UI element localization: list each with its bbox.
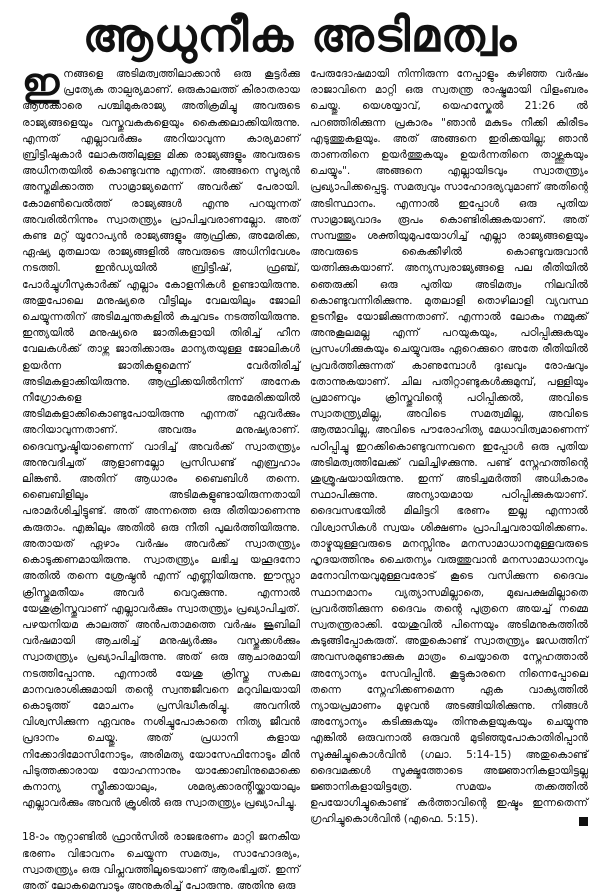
end-of-article-mark [579, 817, 588, 826]
paragraph-intro-text: നങ്ങളെ അടിമത്വത്തിലാക്കാൻ ഒരു കൂട്ടർക്കു പ്രത്യേക താല്പര്യമാണ്. ഒരുകാലത്ത് കിരാതരായ ആൾക്കാരെ പശ്ചിമുകരാജ്യ അതിക്രമിച്ചു അവരുടെ രാജ്യങ്ങളെയും വസ്തുവകകളെയും കൈക്കലാക്കിയിരുന്നു. എന്നത് എല്ലാവർക്കും അറിയാവുന്ന കാര്യമാണ് ബ്രിട്ടീഷുകാർ ലോകത്തിലുള്ള മിക്ക രാജ്യങ്ങളും അവരുടെ അധീനതയിൽ കൊണ്ടുവന്നു എന്നത്. അങ്ങനെ സൂര്യൻ അസ്തമിക്കാത്ത സാമ്രാജ്യമെന്ന് അവർക്ക് പേരായി. കോമൺവെൽത്ത് രാജ്യങ്ങൾ എന്നു പറയുന്നത് അവരിൽനിന്നും സ്വാതന്ത്ര്യം പ്രാപിച്ചവരാണല്ലോ. അത് കണ്ട മറ്റ് യൂറോപ്യൻ രാജ്യങ്ങളും ആഫ്രിക്ക, അമേരിക്ക, ഏഷ്യ മുതലായ രാജ്യങ്ങളിൽ അവരുടെ അധിനിവേശം നടത്തി. ഇൻഡ്യയിൽ ബ്രിട്ടീഷ്, ഫ്രഞ്ച്, പോർച്ചുഗീസുകാർക്ക് എല്ലാം കോളനികൾ ഉണ്ടായിരുന്നു. അതുപോലെ മനുഷ്യരെ വീട്ടിലും വേലയിലും ജോലി ചെയ്യുന്നതിന് അടിമച്ചന്തകളിൽ കച്ചവടം നടത്തിയിരുന്നു. ഇന്ത്യയിൽ മനുഷ്യരെ ജാതികളായി തിരിച്ച് ഹീന വേലകൾക്ക് താഴ്ന്ന ജാതിക്കാരും മാന്യതയുള്ള ജോലികൾ ഉയർന്ന ജാതികളുമെന്ന് വേർതിരിച്ച് അടിമകളാക്കിയിരുന്നു. ആഫ്രിക്കയിൽനിന്ന് അനേക നീഗ്രോകളെ അമേരിക്കയിൽ അടിമകളാക്കികൊണ്ടുപോയിരുന്നു എന്നത് ഏവർക്കും അറിയാവുന്നതാണ്. അവരും മനുഷ്യരാണ്. ദൈവസൃഷ്ടിയാണെന്ന് വാദിച്ച് അവർക്ക് സ്വാതന്ത്ര്യം അനുവദിച്ചത് ആളാണല്ലോ പ്രസിഡണ്ട് എബ്രഹാം ലിങ്കൺ. അതിന് ആധാരം ബൈബിൾ തന്നെ. ബൈബിളിലും അടിമകളുണ്ടായിരുന്നതായി പരാമർശിച്ചിട്ടുണ്ട്. അത് അന്നത്തെ ഒരു രീതിയാണെന്നു കരുതാം. എങ്കിലും അതിൽ ഒരു നീതി പുലർത്തിയിരുന്നു. അതായത് ഏഴാം വർഷം അവർക്ക് സ്വാതന്ത്ര്യം കൊടുക്കണമായിരുന്നു. സ്വാതന്ത്ര്യം ലഭിച്ച യഹൂദനോ അതിൽ തന്നെ ശ്രേഷ്ഠൻ എന്ന് എണ്ണിയിരുന്നു. ഈസ്സാ ക്രിസ്തുമതീയം അവർ വെറുക്കുന്നു. എന്നാൽ യേശുക്രിസ്തുവാണ് എല്ലാവർക്കും സ്വാതന്ത്ര്യം പ്രഖ്യാപിച്ചത്. പഴയനിയമ കാലത്ത് അൻപതാമത്തെ വർഷം ജൂബിലി വർഷമായി ആചരിച്ച് മനുഷ്യർക്കും വസ്തുക്കൾക്കും സ്വാതന്ത്ര്യം പ്രഖ്യാപിച്ചിരുന്നു. അത് ഒരു ആചാരമായി നടത്തിപ്പോന്നു. എന്നാൽ യേശു ക്രിസ്തു സകല മാനവരാശിക്കുമായി തന്റെ സ്വന്തജീവനെ മറുവിലയായി കൊടുത്ത് മോചനം പ്രസിദ്ധീകരിച്ചു. അവനിൽ വിശ്വസിക്കുന്ന ഏവനും നശിച്ചുപോകാതെ നിത്യ ജീവൻ പ്രദാനം ചെയ്തു. അത് പ്രധാനി കളായ നിക്കോദിമോസിനോടും, അരിമത്യ യോസേഫിനോടും മീൻ പിടുത്തക്കാരായ യോഹന്നാനും യാക്കോബിനുമൊക്കെ കനാന്യ സ്ത്രീക്കായാലും, ശമര്യക്കാരൻ്റിയ്ക്കായാലും എല്ലാവർക്കും അവൻ ക്രൂശിൽ ഒരു സ്വാതന്ത്ര്യം പ്രഖ്യാപിച്ചു. [22, 68, 300, 810]
article-column-right [310, 66, 588, 828]
article-title: ആധുനീക അടിമത്വം [82, 8, 518, 62]
paragraph-continuation: പേരുദോഷമായി നിന്നിരുന്ന നേപ്പാളും കഴിഞ്ഞ വർഷം രാജാവിനെ മാറ്റി ഒരു സ്വതന്ത്ര രാഷ്ട്രമായി വിളംബരം ചെയ്തു. യെശയ്യാവ്, യെഹസ്കേൽ 21:26 ൽ പറഞ്ഞിരിക്കുന്ന പ്രകാരം "ഞാൻ മകുടം നീക്കി കിരീടം എടുത്തുകളയും. അത് അങ്ങനെ ഇരിക്കയില്ല; ഞാൻ താണതിനെ ഉയർത്തുകയും ഉയർന്നതിനെ താഴ്ത്തുകയും ചെയ്യും". അങ്ങനെ എല്ലായിടവും സ്വാതന്ത്ര്യം പ്രഖ്യാപിക്കപ്പെട്ടു. സമത്വവും സാഹോദര്യവുമാണ് അതിന്റെ അടിസ്ഥാനം. എന്നാൽ ഇപ്പോൾ ഒരു പുതിയ സാമ്രാജ്യവാദം രൂപം കൊണ്ടിരിക്കുകയാണ്. അത് സമ്പത്തും ശക്തിയുമുപയോഗിച്ച് എല്ലാ രാജ്യങ്ങളെയും അവരുടെ കൈക്കീഴിൽ കൊണ്ടുവരുവാൻ യത്നിക്കുകയാണ്. അന്യസ്വരാജ്യങ്ങളെ പല രീതിയിൽ ഞെരുക്കി ഒരു പുതിയ അടിമത്വം നിലവിൽ കൊണ്ടുവന്നിരിക്കുന്നു. മുതലാളി തൊഴിലാളി വ്യവസ്ഥ ഉടനീളം യോജിക്കുന്നതാണ്. എന്നാൽ ലോകം നമ്മുക്ക് അനുകൂലമല്ല എന്ന് പറയുകയും, പഠിപ്പിക്കുകയും പ്രസംഗിക്കുകയും ചെയ്യുവരും ഏറെക്കുറെ അതേ രീതിയിൽ പ്രവർത്തിക്കുന്നത് കാണുമ്പോൾ ദുഃഖവും രോഷവും തോന്നുകയാണ്. ചില പതിറ്റാണ്ടുകൾക്കുമുമ്പ്, പള്ളിയും പ്രമാണവും ക്രിസ്തുവിന്റെ പഠിപ്പിക്കൽ, അവിടെ സ്വാതന്ത്ര്യമില്ല, അവിടെ സമത്വമില്ല, അവിടെ ആത്മാവില്ല, അവിടെ പൗരോഹിത്യ മേധാവിത്വമാണെന്ന് പഠിപ്പിച്ചു ഇറക്കികൊണ്ടുവന്നവനെ ഇപ്പോൾ ഒരു പുതിയ അടിമത്വത്തിലേക്ക് വലിച്ചിഴക്കുന്നു. പണ്ട് സ്നേഹത്തിന്റെ ശുശ്രൂഷയായിരുന്നു. ഇന്ന് അടിച്ചമർത്തി അധികാരം സ്ഥാപിക്കുന്നു. അന്യായമായ പഠിപ്പിക്കുകയാണ്. ദൈവസഭയിൽ മിലിട്ടറി ഭരണം ഇല്ല എന്നാൽ വിശ്വാസികൾ സ്വയം ശിക്ഷണം പ്രാപിച്ചവരായിരിക്കണം. താഴ്മയുള്ളവരുടെ മനസ്സിനും മനസാമാധാനമുള്ളവരുടെ ഹൃദയത്തിനും ചൈതന്യം വരുത്തുവാൻ മനസാമാധാനവും മനോവിനയവുമുള്ളവരോട് കൂടെ വസിക്കുന്ന ദൈവം സ്ഥാനമാനം വ്യത്യാസമില്ലാതെ, മുഖപക്ഷമില്ലാതെ പ്രവർത്തിക്കുന്ന ദൈവം തന്റെ പുത്രനെ അയച്ച് നമ്മെ സ്വതന്ത്രരാക്കി. യേശുവിൽ പിന്നെയും അടിമനുകത്തിൽ കുടുങ്ങിപ്പോകരുത്. അതുകൊണ്ട് സ്വാതന്ത്ര്യം ജഡത്തിന് അവസരമുണ്ടാക്കുക മാത്രം ചെയ്യാതെ സ്നേഹത്താൽ അന്യോന്യം സേവിപ്പിൻ. കൂട്ടുകാരനെ നിന്നെപ്പോലെ തന്നെ സ്നേഹിക്കണമെന്ന ഏക വാക്യത്തിൽ ന്യായപ്രമാണം മുഴുവൻ അടങ്ങിയിരിക്കുന്നു. നിങ്ങൾ അന്യോന്യം കടിക്കുകയും തിന്നുകളയുകയും ചെയ്യുന്നു എങ്കിൽ ഒരുവനാൽ ഒരുവൻ മുടിഞ്ഞുപോകാതിരിപ്പാൻ സൂക്ഷിച്ചുകൊൾവിൻ (ഗലാ. 5:14-15) അതുകൊണ്ട് ദൈവമക്കൾ സൂക്ഷ്മത്തോടെ അജ്ഞാനികളായിട്ടല്ല ജ്ഞാനികളായിട്ടത്രേ. സമയം തക്കത്തിൽ ഉപയോഗിച്ചുകൊണ്ട് കർത്താവിന്റെ ഇഷ്ടം ഇന്നതെന്ന് ഗ്രഹിച്ചുകൊൾവിൻ (എഫെ. 5:15). [310, 68, 588, 826]
paragraph-intro [22, 60, 300, 811]
drop-cap: ഇ [22, 60, 60, 104]
paragraph-gap [22, 811, 300, 829]
article-column-left [22, 60, 300, 894]
paragraph-french-revolution: 18-ാം നൂറ്റാണ്ടിൽ ഫ്രാൻസിൽ രാജഭരണം മാറ്റി ജനകീയ ഭരണം വിഭാവനം ചെയ്യുന്ന സമത്വം, സാഹോദര്യം, സ്വാതന്ത്ര്യം ഒരു വിപ്ലവത്തിലൂടെയാണ് ആരംഭിച്ചത്. ഇന്ന് അത് ലോകമെമ്പാടും അനുകരിച്ച് പോരുന്നു. അതിനു ഒരു [22, 831, 300, 892]
